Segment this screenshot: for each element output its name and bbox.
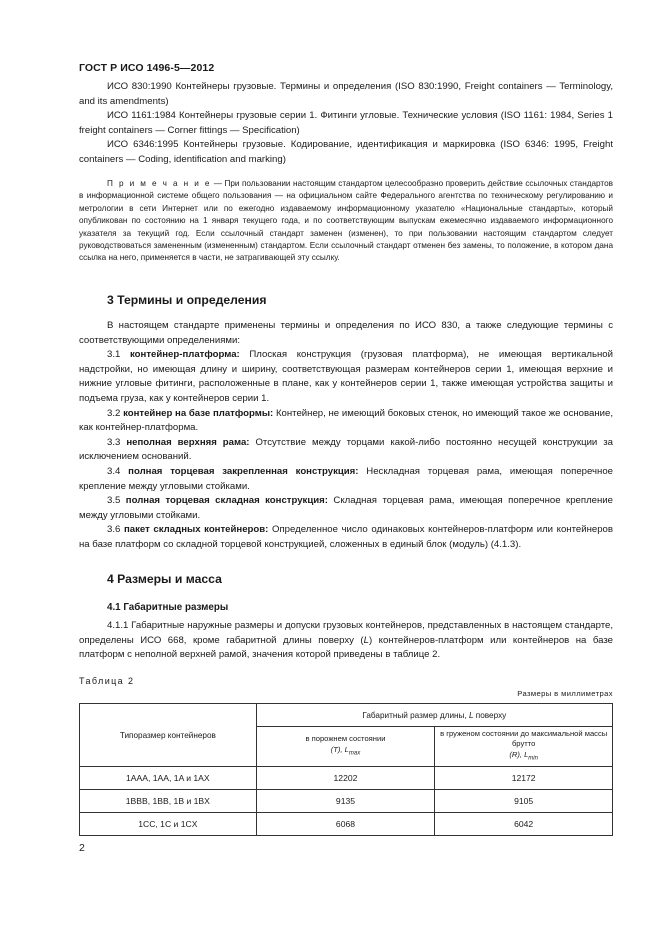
table-cell-loaded: 9105	[435, 790, 613, 813]
reference-item: ИСО 830:1990 Контейнеры грузовые. Термины и определения (ISO 830:1990, Freight containers — Terminology, and its amendments)	[79, 81, 613, 107]
term-name: пакет складных контейнеров:	[123, 524, 269, 536]
table-caption: Таблица 2	[79, 676, 135, 686]
term-3-4: 3.4 полная торцевая закрепленная конструкция: Нескладная торцевая рама, имеющая поперечное крепление между угловыми стойками.	[79, 465, 613, 492]
table-cell-loaded: 6042	[435, 813, 613, 836]
section-3-body	[79, 319, 613, 553]
table-header-empty: в порожнем состоянии (T), $L_{max}$	[256, 727, 435, 767]
term-definition: Определенное число одинаковых контейнеров-платформ или контейнеров на базе платформ со складной торцевой конструкцией, сложенных в единый блок (модуль) (4.1.3).	[79, 524, 613, 550]
paragraph-4-1-1: 4.1.1 Габаритные наружные размеры и допуски грузовых контейнеров, представленных в настоящем стандарте, определены ИСО 668, кроме габаритной длины поверху (L) контейнеров-платформ или контейнеров на базе платформ с неполной верхней рамой, значения которой приведены в таблице 2.	[79, 620, 613, 661]
section-3-title: 3 Термины и определения	[107, 293, 267, 307]
references-list	[79, 80, 613, 168]
term-definition: Отсутствие между торцами какой-либо постоянно несущей конструкции за исключением оснований.	[79, 436, 613, 463]
table-cell-loaded: 12172	[435, 767, 613, 790]
table-cell-empty: 6068	[256, 813, 435, 836]
term-3-2: 3.2 контейнер на базе платформы: Контейнер, не имеющий боковых стенок, но имеющий такое же основание, как контейнер-платформа.	[79, 407, 613, 434]
standard-header: ГОСТ Р ИСО 1496-5—2012	[79, 62, 215, 74]
term-name: полная торцевая складная конструкция:	[125, 495, 328, 507]
dimensions-table	[79, 703, 613, 836]
term-3-1: 3.1 контейнер-платформа: Плоская конструкция (грузовая платформа), не имеющая вертикальной надстройки, но имеющая длину и ширину, соответствующая размерам контейнеров серии 1, имеющая верхние и нижние угловые фитинги, расположенные в плане, как у контейнеров серии 1, также имеющая устройства защиты и подъема груза, как у контейнеров серии 1.	[79, 349, 613, 404]
term-3-5: 3.5 полная торцевая складная конструкция: Складная торцевая рама, имеющая поперечное крепление между угловыми стойками.	[79, 495, 613, 521]
term-name: контейнер на базе платформы:	[123, 407, 274, 419]
table-row	[80, 813, 613, 836]
subsection-4-1-title: 4.1 Габаритные размеры	[107, 602, 229, 613]
table-cell-type: 1BBB, 1BB, 1B и 1BX	[80, 790, 257, 813]
term-name: неполная верхняя рама:	[126, 436, 250, 448]
table-header-type: Типоразмер контейнеров	[80, 704, 257, 767]
table-row	[80, 767, 613, 790]
term-definition: Нескладная торцевая рама, имеющая поперечное крепление между угловыми стойками.	[79, 465, 613, 492]
term-3-6: 3.6 пакет складных контейнеров: Определенное число одинаковых контейнеров-платформ или контейнеров на базе платформ со складной торцевой конструкцией, сложенных в единый блок (модуль) (4.1.3).	[79, 524, 613, 550]
table-cell-empty: 9135	[256, 790, 435, 813]
page-number: 2	[79, 842, 85, 854]
term-name: полная торцевая закрепленная конструкция:	[128, 465, 359, 477]
table-header-loaded: в груженом состоянии до максимальной массы брутто (R), $L_{min}$	[435, 727, 613, 767]
note-label: П р и м е ч а н и е	[107, 179, 212, 188]
table-units: Размеры в миллиметрах	[517, 689, 613, 698]
reference-item: ИСО 1161:1984 Контейнеры грузовые серии 1. Фитинги угловые. Технические условия (ISO 1161: 1984, Series 1 freight containers — Corner fittings — Specification)	[79, 110, 613, 136]
term-definition: Плоская конструкция (грузовая платформа), не имеющая вертикальной надстройки, но имеющая длину и ширину, соответствующая размерам контейнеров серии 1, имеющая верхние и нижние угловые фитинги, расположенные в плане, как у контейнеров серии 1, также имеющая устройства защиты и подъема груза, как у контейнеров серии 1.	[79, 349, 613, 404]
section-4-title: 4 Размеры и масса	[107, 572, 222, 586]
table-cell-type: 1AAA, 1AA, 1A и 1AX	[80, 767, 257, 790]
term-definition: Складная торцевая рама, имеющая поперечное крепление между угловыми стойками.	[79, 495, 613, 521]
note-block	[79, 178, 613, 265]
reference-item: ИСО 6346:1995 Контейнеры грузовые. Кодирование, идентификация и маркировка (ISO 6346: 1995, Freight containers — Coding, identification and marking)	[79, 139, 613, 165]
section-3-intro: В настоящем стандарте применены термины и определения по ИСО 830, а также следующие термины с соответствующими определениями:	[79, 320, 613, 346]
table-cell-type: 1CC, 1C и 1CX	[80, 813, 257, 836]
term-3-3: 3.3 неполная верхняя рама: Отсутствие между торцами какой-либо постоянно несущей конструкции за исключением оснований.	[79, 436, 613, 463]
term-name: контейнер-платформа:	[130, 349, 240, 361]
note-text: — При пользовании настоящим стандартом целесообразно проверить действие ссылочных стандартов в информационной системе общего пользования — на официальном сайте Федерального агентства по техническому регулированию и метрологии в сети Интернет или по ежегодно издаваемому информационному указателю «Национальные стандарты», который опубликован по состоянию на 1 января текущего года, и по соответствующим выпускам ежемесячно издаваемого информационного указателя за текущий год. Если ссылочный стандарт заменен (изменен), то при пользовании настоящим стандартом следует руководствоваться замененным (измененным) стандартом. Если ссылочный стандарт отменен без замены, то положение, в котором дана ссылка на него, применяется в части, не затрагивающей эту ссылку.	[79, 179, 613, 263]
term-definition: Контейнер, не имеющий боковых стенок, но имеющий такое же основание, как контейнер-платформа.	[79, 407, 613, 434]
table-cell-empty: 12202	[256, 767, 435, 790]
section-4-body	[79, 619, 613, 663]
table-row	[80, 790, 613, 813]
table-header-length: Габаритный размер длины, L поверху	[256, 704, 612, 727]
